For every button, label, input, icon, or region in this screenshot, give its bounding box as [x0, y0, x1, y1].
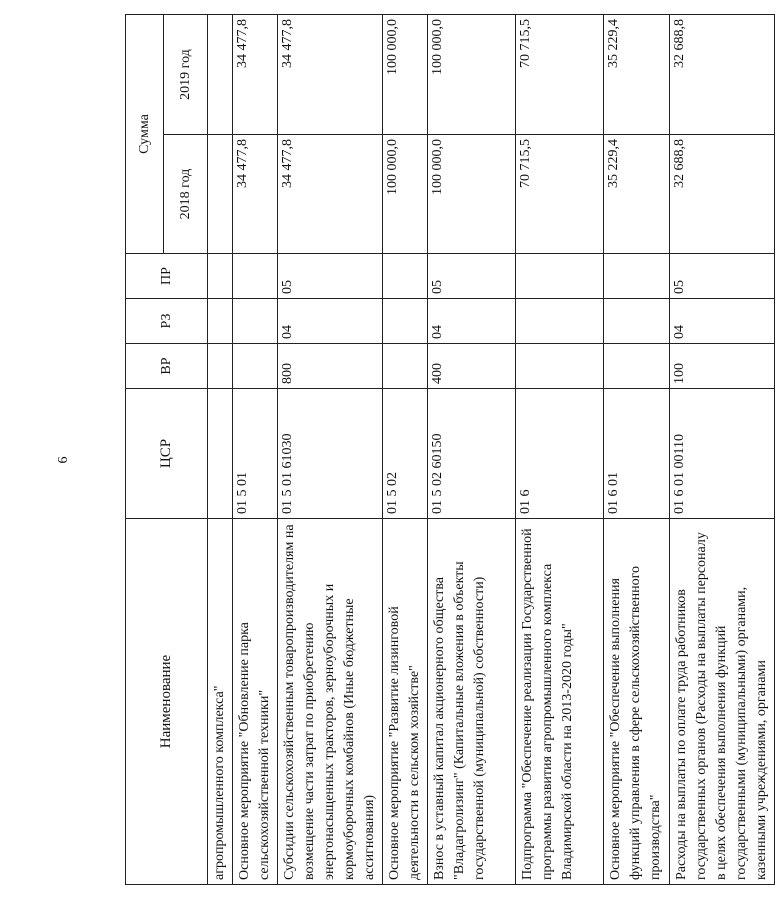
row-csr: 01 6 01 [604, 389, 670, 519]
row-vr [604, 344, 670, 389]
row-sum-2018: 100 000,0 [428, 135, 516, 254]
row-name: Основное мероприятие "Обеспечение выполнения функций управления в сфере сельскохозяйственного производства" [604, 519, 670, 885]
row-name: Расходы на выплаты по оплате труда работников государственных органов (Расходы на выплаты персоналу в целях обеспечения выполнения функций государственными (муниципальными) органами, казенными учреждениями, органами [670, 519, 775, 885]
row-name: Основное мероприятие "Обновление парка сельскохозяйственной техники" [233, 519, 278, 885]
row-pr [383, 254, 428, 299]
row-vr: 400 [428, 344, 516, 389]
row-vr [208, 344, 233, 389]
row-sum-2019: 35 229,4 [604, 15, 670, 135]
row-csr: 01 5 01 61030 [278, 389, 383, 519]
row-csr: 01 6 [516, 389, 604, 519]
row-sum-2019: 32 688,8 [670, 15, 775, 135]
row-sum-2018: 70 715,5 [516, 135, 604, 254]
table-row [278, 15, 383, 885]
table-row [516, 15, 604, 885]
table-row [208, 15, 233, 885]
row-pr [208, 254, 233, 299]
table-row [233, 15, 278, 885]
row-sum-2019: 34 477,8 [233, 15, 278, 135]
row-sum-2018: 100 000,0 [383, 135, 428, 254]
row-rz: 04 [278, 299, 383, 344]
row-pr: 05 [428, 254, 516, 299]
header-year-2018: 2018 год [164, 135, 208, 254]
row-pr [233, 254, 278, 299]
row-rz [208, 299, 233, 344]
header-csr: ЦСР [126, 389, 208, 519]
table-row [428, 15, 516, 885]
row-sum-2018: 32 688,8 [670, 135, 775, 254]
row-pr: 05 [278, 254, 383, 299]
row-name: Подпрограмма "Обеспечение реализации Государственной программы развития агропромышленного комплекса Владимирской области на 2013-2020 годы" [516, 519, 604, 885]
row-sum-2019: 70 715,5 [516, 15, 604, 135]
row-csr: 01 6 01 00110 [670, 389, 775, 519]
row-vr: 100 [670, 344, 775, 389]
row-name: Взнос в уставный капитал акционерного общества "Владагролизинг" (Капитальные вложения в объекты государственной (муниципальной) собственности) [428, 519, 516, 885]
row-sum-2019: 100 000,0 [383, 15, 428, 135]
row-vr [383, 344, 428, 389]
row-rz: 04 [428, 299, 516, 344]
header-pr: ПР [126, 254, 208, 299]
row-sum-2018: 34 477,8 [233, 135, 278, 254]
row-sum-2019 [208, 15, 233, 135]
row-csr: 01 5 02 [383, 389, 428, 519]
header-sum: Сумма [126, 15, 164, 254]
header-vr: ВР [126, 344, 208, 389]
header-name: Наименование [126, 519, 208, 885]
row-rz [604, 299, 670, 344]
page-number: 6 [56, 456, 71, 464]
row-rz [233, 299, 278, 344]
row-sum-2018 [208, 135, 233, 254]
row-csr: 01 5 02 60150 [428, 389, 516, 519]
row-name: Основное мероприятие "Развитие лизинговой деятельности в сельском хозяйстве" [383, 519, 428, 885]
row-rz [383, 299, 428, 344]
budget-table-container [125, 15, 769, 885]
row-pr [604, 254, 670, 299]
table-row [383, 15, 428, 885]
row-vr [516, 344, 604, 389]
header-year-2019: 2019 год [164, 15, 208, 135]
table-row [604, 15, 670, 885]
row-pr [516, 254, 604, 299]
row-csr [208, 389, 233, 519]
budget-table [125, 14, 775, 885]
row-sum-2018: 35 229,4 [604, 135, 670, 254]
header-row [126, 15, 164, 885]
row-sum-2019: 100 000,0 [428, 15, 516, 135]
row-csr: 01 5 01 [233, 389, 278, 519]
row-name: Субсидии сельскохозяйственным товаропроизводителям на возмещение части затрат по приобретению энергонасыщенных тракторов, зерноуборочных и кормоуборочных комбайнов (Иные бюджетные ассигнования) [278, 519, 383, 885]
row-vr [233, 344, 278, 389]
row-sum-2019: 34 477,8 [278, 15, 383, 135]
row-pr: 05 [670, 254, 775, 299]
row-rz [516, 299, 604, 344]
row-sum-2018: 34 477,8 [278, 135, 383, 254]
row-name: агропромышленного комплекса" [208, 519, 233, 885]
row-rz: 04 [670, 299, 775, 344]
header-rz: РЗ [126, 299, 208, 344]
table-row [670, 15, 775, 885]
row-vr: 800 [278, 344, 383, 389]
